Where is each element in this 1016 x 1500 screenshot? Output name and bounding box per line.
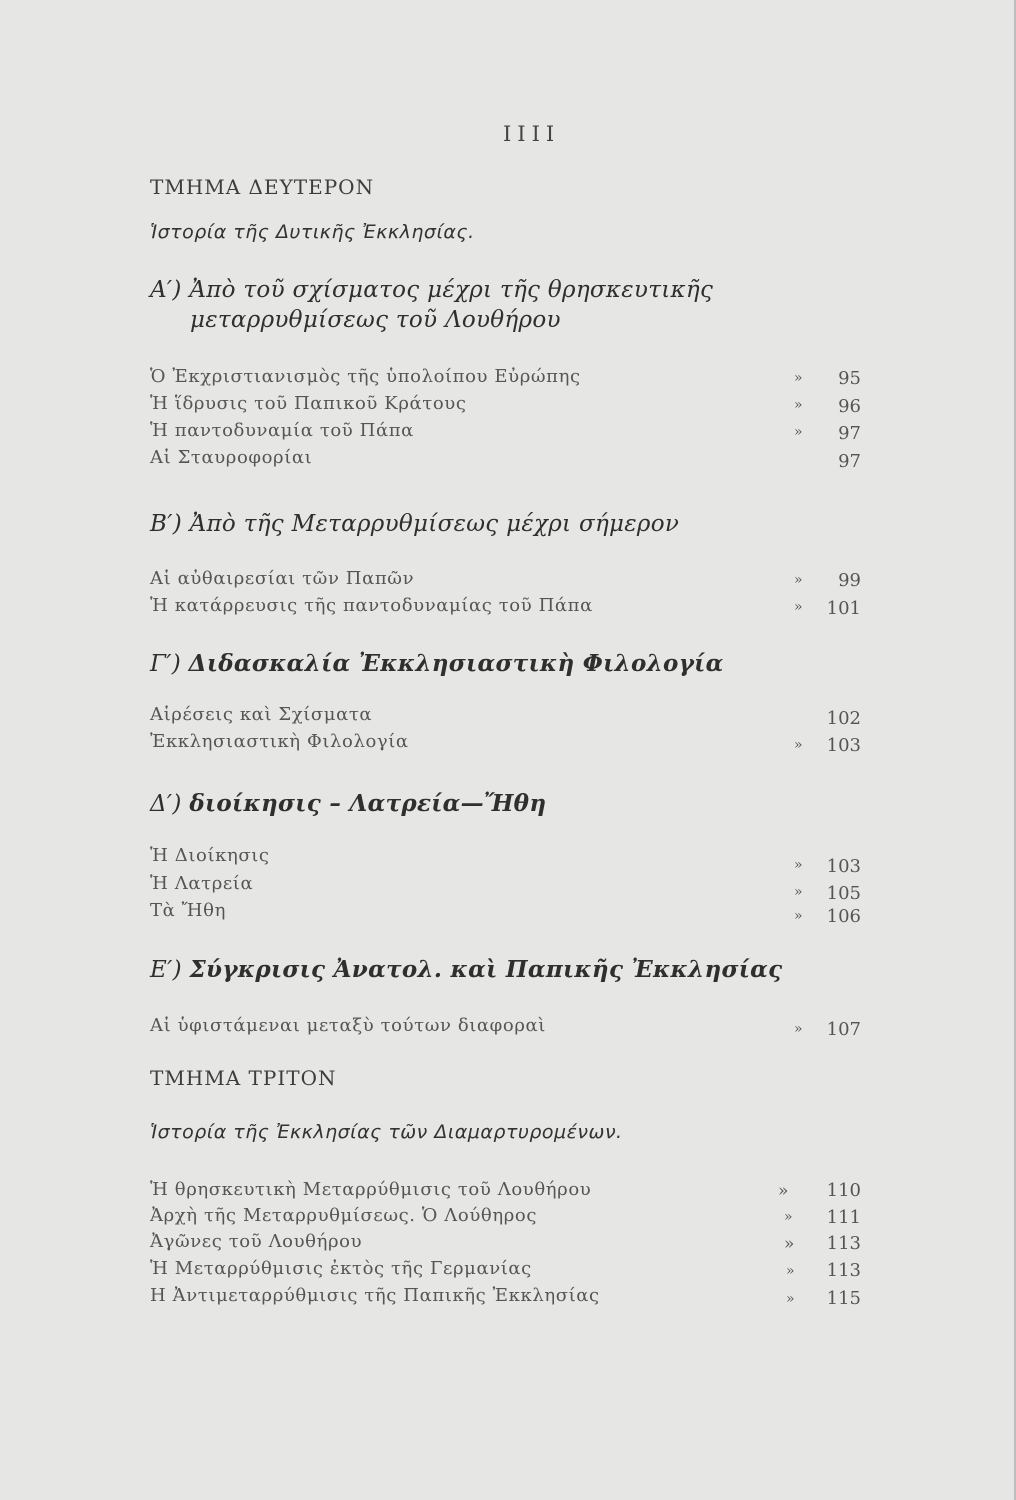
toc-entry-text: Ἡ Διοίκησις [150,845,270,866]
toc-entry-page: 101 [826,598,861,619]
section-a-heading-line1: Ἀπὸ τοῦ σχίσματος μέχρι τῆς θρησκευτικῆς [189,277,714,303]
toc-entry-page: 113 [826,1260,861,1281]
toc-entry-text: Ἡ παντοδυναμία τοῦ Πάπα [150,420,414,441]
section-b-heading-text: Ἀπὸ τῆς Μεταρρυθμίσεως μέχρι σήμερον [189,511,680,537]
toc-entry-text: Ἀγῶνες τοῦ Λουθήρου [150,1231,363,1252]
toc-entry-page: 111 [826,1207,861,1228]
toc-entry-text: Ἡ Μεταρρύθμισις ἐκτὸς τῆς Γερμανίας [150,1258,532,1279]
section-a-heading-line2: μεταρρυθμίσεως τοῦ Λουθήρου [190,307,561,333]
toc-entry-page: 103 [826,856,861,877]
section-e-letter: Ε′) [150,957,190,983]
toc-entry-text: Τὰ Ἤθη [150,900,226,921]
toc-entry-text: Αἱ αὐθαιρεσίαι τῶν Παπῶν [150,568,415,589]
part-two-subtitle: Ἱστορία τῆς Δυτικῆς Ἐκκλησίας. [150,221,475,243]
toc-entry-page: 96 [838,396,861,417]
section-e-heading [150,956,783,983]
toc-entry-mark: » [794,397,803,413]
toc-entry-mark: » [794,370,803,386]
toc-entry-page: 115 [826,1288,861,1309]
toc-entry-page: 97 [838,423,861,444]
toc-entry-mark: » [784,1209,793,1225]
toc-entry-page: 97 [838,451,861,472]
toc-entry-text: Ἀρχὴ τῆς Μεταρρυθμίσεως. Ὁ Λούθηρος [150,1205,538,1226]
section-d-letter: Δ′) [150,791,190,817]
section-e-heading-text: Σύγκρισις Ἀνατολ. καὶ Παπικῆς Ἐκκλησίας [189,956,783,983]
page-number: IIII [503,122,561,146]
toc-entry-page: 103 [826,735,861,756]
section-d-heading-text: διοίκησις – Λατρεία—Ἤθη [189,790,547,817]
toc-entry-mark: » [786,1263,795,1279]
toc-entry-page: 113 [826,1233,861,1254]
toc-entry-page: 99 [838,570,861,591]
toc-entry-text: Η Ἀντιμεταρρύθμισις τῆς Παπικῆς Ἐκκλησίας [150,1285,600,1306]
toc-entry-text: Ἡ θρησκευτικὴ Μεταρρύθμισις τοῦ Λουθήρου [150,1179,592,1200]
section-c-heading-text: Διδασκαλία Ἐκκλησιαστικὴ Φιλολογία [188,650,724,677]
toc-entry-mark: » [794,1021,803,1037]
part-three-title: ΤΜΗΜΑ ΤΡΙΤΟΝ [150,1066,337,1090]
toc-entry-mark: » [778,1181,789,1201]
toc-entry-mark: » [794,424,803,440]
toc-entry-mark: » [784,1234,795,1254]
toc-entry-page: 95 [838,368,861,389]
toc-entry-text: Αἱ ὑφιστάμεναι μεταξὺ τούτων διαφοραὶ [150,1015,546,1036]
toc-entry-text: Ὁ Ἐκχριστιανισμὸς τῆς ὑπολοίπου Εὐρώπης [150,366,581,387]
toc-entry-mark: » [794,908,803,924]
toc-entry-mark: » [794,599,803,615]
toc-entry-page: 107 [826,1019,861,1040]
part-two-title: ΤΜΗΜΑ ΔΕΥΤΕΡΟΝ [150,175,375,199]
toc-entry-mark: » [786,1291,795,1307]
toc-entry-mark: » [794,857,803,873]
toc-entry-page: 102 [826,708,861,729]
toc-entry-page: 105 [826,883,861,904]
part-three-subtitle: Ἱστορία τῆς Ἐκκλησίας τῶν Διαμαρτυρομένων. [150,1121,623,1143]
section-a-heading [150,277,713,303]
section-b-heading [150,511,679,537]
section-c-heading [150,650,724,677]
section-a-letter: Α′) [150,277,190,303]
section-c-letter: Γ′) [150,651,189,677]
toc-entry-mark: » [794,737,803,753]
toc-entry-text: Αἱρέσεις καὶ Σχίσματα [150,704,373,725]
section-d-heading [150,790,546,817]
toc-entry-text: Ἐκκλησιαστικὴ Φιλολογία [150,731,409,752]
toc-entry-mark: » [794,884,803,900]
toc-entry-text: Ἡ κατάρρευσις τῆς παντοδυναμίας τοῦ Πάπα [150,595,593,616]
toc-entry-mark: » [794,572,803,588]
toc-entry-text: Αἱ Σταυροφορίαι [150,447,313,468]
toc-entry-text: Ἡ ἵδρυσις τοῦ Παπικοῦ Κράτους [150,393,467,414]
section-b-letter: Β′) [150,511,190,537]
toc-entry-text: Ἡ Λατρεία [150,873,254,894]
toc-entry-page: 106 [826,906,861,927]
toc-entry-page: 110 [826,1180,861,1201]
